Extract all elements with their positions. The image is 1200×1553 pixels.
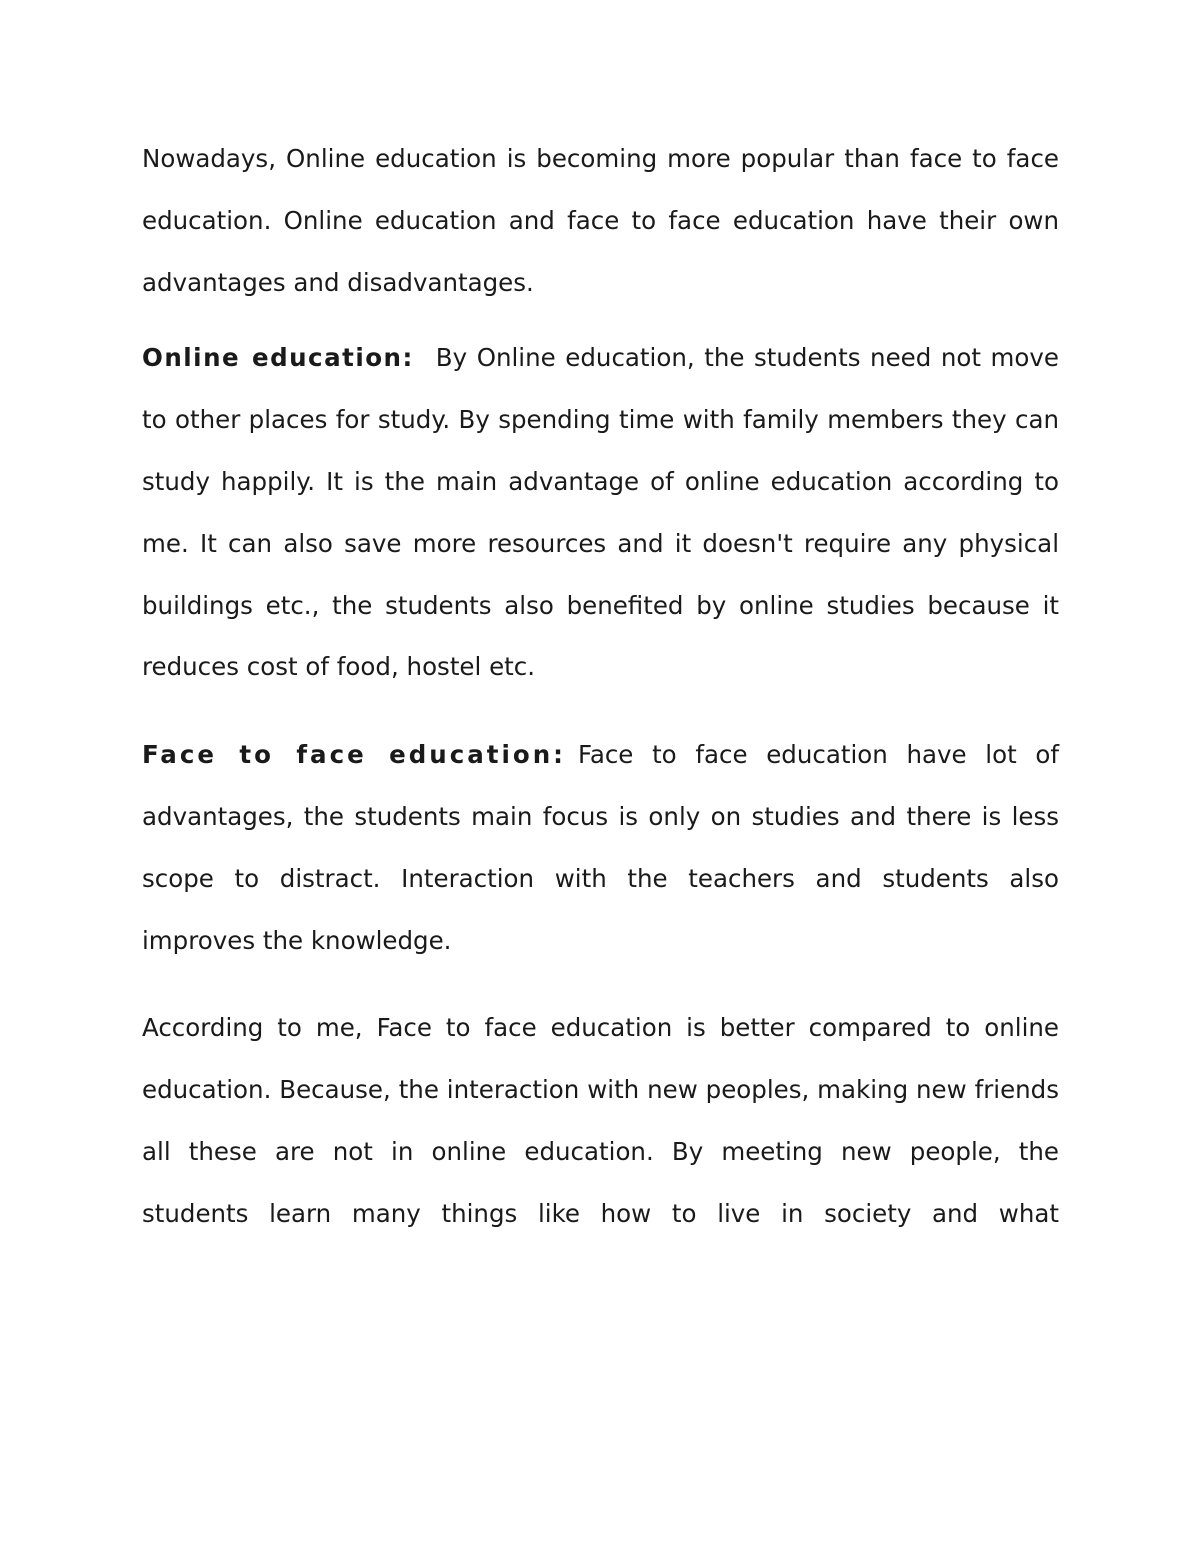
- online-education-heading: Online education:: [142, 343, 414, 373]
- online-education-text: By Online education, the students need not move to other places for study. By spending time with family members they can study happily. It is the main advantage of online education according to me. It can also save more resources and it doesn't require any physical buildings etc., the students also benefited by online studies because it reduces cost of food, hostel etc.: [142, 343, 1059, 682]
- document-body: [142, 128, 1059, 1245]
- face-to-face-heading: Face to face education:: [142, 740, 566, 770]
- face-to-face-paragraph: [142, 724, 1059, 971]
- conclusion-paragraph: According to me, Face to face education is better compared to online education. Because, the interaction with new peoples, making new friends all these are not in online education. By meeting new people, the students learn many things like how to live in society and what: [142, 1013, 1059, 1228]
- face-to-face-text: Face to face education have lot of advantages, the students main focus is only on studies and there is less scope to distract. Interaction with the teachers and students also improves the knowledge.: [142, 740, 1059, 955]
- intro-paragraph: Nowadays, Online education is becoming more popular than face to face education. Online education and face to face education have their own advantages and disadvantages.: [142, 144, 1059, 297]
- online-education-paragraph: [142, 327, 1059, 698]
